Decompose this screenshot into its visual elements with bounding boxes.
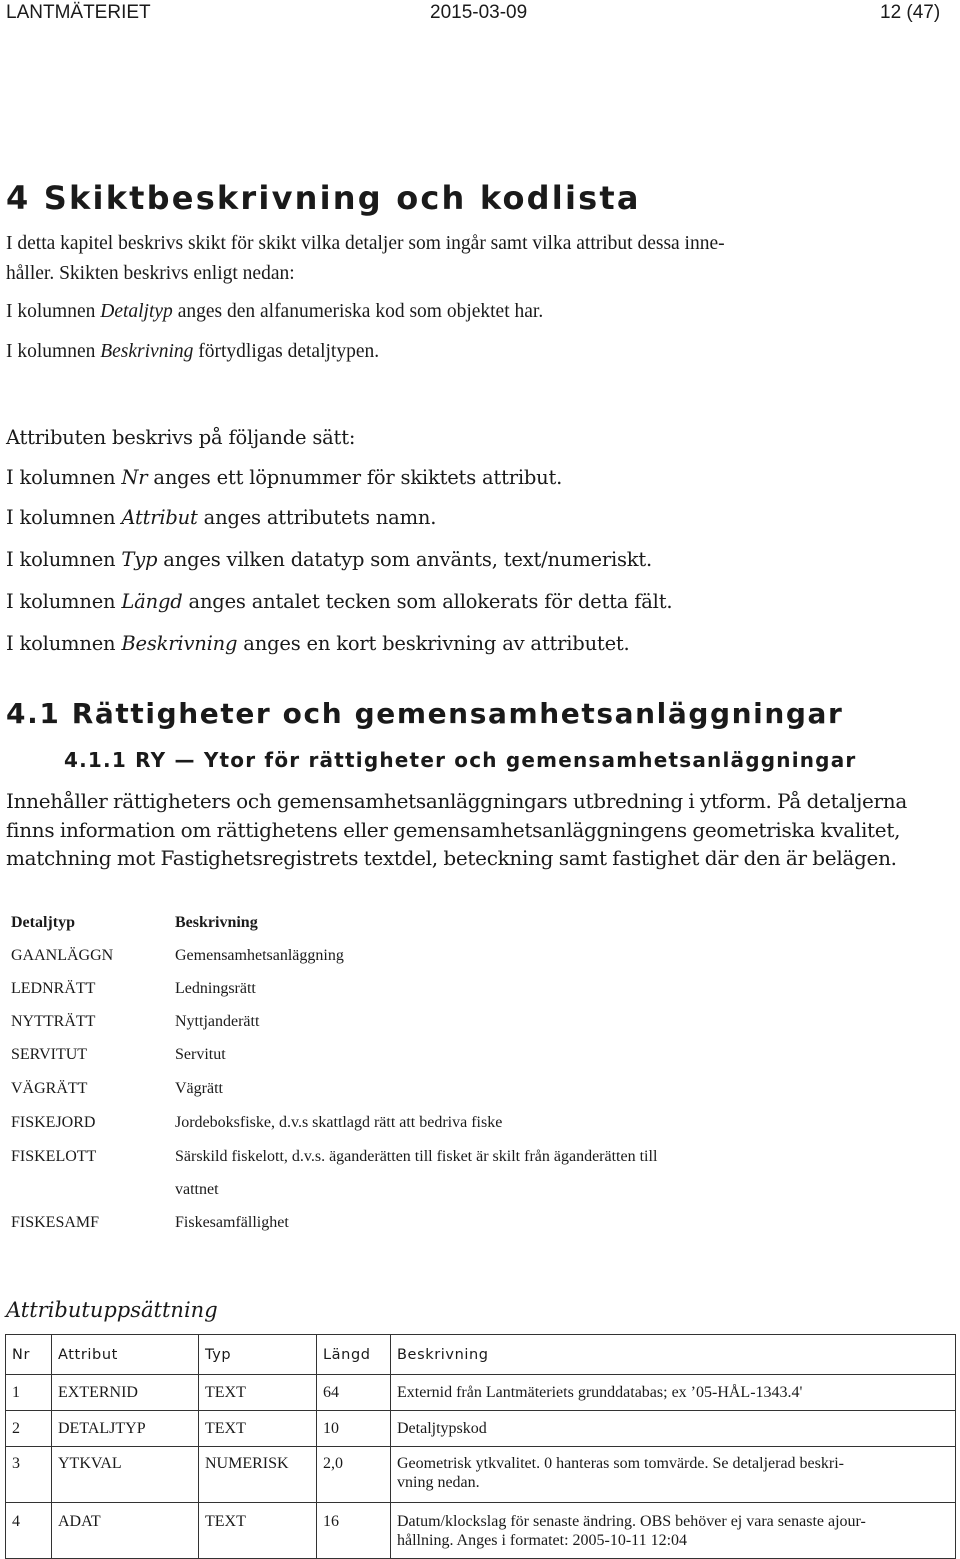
attr-name: ADAT [52, 1503, 199, 1559]
code-type: NYTTRÄTT [11, 1013, 96, 1030]
attr-desc-line: Datum/klockslag för senaste ändring. OBS behöver ej vara senaste ajour- [397, 1513, 866, 1530]
attr-type: TEXT [199, 1411, 317, 1447]
attr-intro-item [6, 548, 652, 571]
intro-line-3 [6, 301, 543, 323]
attr-type: TEXT [199, 1503, 317, 1559]
emphasis: Längd [121, 590, 183, 613]
header-page-number: 12 (47) [880, 2, 941, 23]
text: anges ett löpnummer för skiktets attribut. [147, 466, 563, 489]
code-type: FISKELOTT [11, 1148, 97, 1165]
code-desc: Gemensamhetsanläggning [175, 947, 344, 964]
attr-intro-item [6, 506, 436, 529]
attr-table-title: Attributuppsättning [6, 1298, 218, 1322]
table-row [6, 1447, 956, 1503]
code-type: LEDNRÄTT [11, 980, 96, 997]
layer-description: Innehåller rättigheters och gemensamhetsanläggningars utbredning i ytform. På detaljerna finns information om rättighetens eller gemensamhetsanläggningens geometriska kvalitet, matchning mot Fastighetsregistrets textdel, beteckning samt fastighet där den är belägen. [6, 789, 907, 870]
attr-header-nr: Nr [6, 1335, 52, 1375]
attr-header-attribut: Attribut [52, 1335, 199, 1375]
text: I kolumnen [6, 466, 122, 489]
attr-desc-line: vning nedan. [397, 1474, 480, 1491]
intro-line-2: håller. Skikten beskrivs enligt nedan: [6, 263, 295, 284]
attr-desc: Detaljtypskod [391, 1411, 956, 1447]
table-row [6, 1411, 956, 1447]
section-title: 4 Skiktbeskrivning och kodlista [6, 179, 641, 217]
attr-desc-line: hållning. Anges i formatet: 2005-10-11 12:04 [397, 1532, 688, 1549]
code-desc: Vägrätt [175, 1080, 223, 1097]
attr-desc [391, 1447, 956, 1503]
text: anges en kort beskrivning av attributet. [237, 632, 630, 655]
text: I kolumnen [6, 506, 122, 529]
emphasis: Beskrivning [100, 341, 194, 362]
attr-header-langd: Längd [317, 1335, 391, 1375]
code-desc: Jordeboksfiske, d.v.s skattlagd rätt att bedriva fiske [175, 1114, 503, 1131]
emphasis: Nr [121, 466, 148, 489]
code-type: FISKEJORD [11, 1114, 96, 1131]
attr-intro-item [6, 466, 562, 489]
emphasis: Detaljtyp [100, 301, 173, 322]
code-table-header-desc: Beskrivning [175, 914, 258, 931]
code-type: FISKESAMF [11, 1214, 100, 1231]
attr-table [5, 1334, 956, 1559]
text: I kolumnen [6, 590, 122, 613]
text: anges antalet tecken som allokerats för detta fält. [182, 590, 673, 613]
text: förtydligas detaljtypen. [193, 341, 380, 362]
code-desc: Särskild fiskelott, d.v.s. äganderätten till fisket är skilt från äganderätten till [175, 1148, 658, 1165]
text: anges den alfanumeriska kod som objektet har. [172, 301, 544, 322]
attr-type: NUMERISK [199, 1447, 317, 1503]
subsection-title: 4.1 Rättigheter och gemensamhetsanläggningar [6, 697, 844, 730]
text: anges attributets namn. [197, 506, 437, 529]
code-desc: Nyttjanderätt [175, 1013, 260, 1030]
attr-length: 10 [317, 1411, 391, 1447]
code-table-header-type: Detaljtyp [11, 914, 75, 931]
attr-length: 2,0 [317, 1447, 391, 1503]
intro-line-4 [6, 341, 379, 363]
table-row [6, 1375, 956, 1411]
intro-line-1: I detta kapitel beskrivs skikt för skikt vilka detaljer som ingår samt vilka attribut dessa inne- [6, 233, 725, 254]
subsubsection-title: 4.1.1 RY — Ytor för rättigheter och gemensamhetsanläggningar [64, 748, 857, 772]
code-desc: Ledningsrätt [175, 980, 256, 997]
attr-desc [391, 1503, 956, 1559]
code-type: GAANLÄGGN [11, 947, 114, 964]
attr-table-header-row [6, 1335, 956, 1375]
code-desc-continued: vattnet [175, 1181, 219, 1198]
code-desc: Servitut [175, 1046, 226, 1063]
attr-nr: 3 [6, 1447, 52, 1503]
emphasis: Beskrivning [121, 632, 238, 655]
attr-desc: Externid från Lantmäteriets grunddatabas; ex ’05-HÅL-1343.4' [391, 1375, 956, 1411]
attr-nr: 4 [6, 1503, 52, 1559]
attr-header-beskrivning: Beskrivning [391, 1335, 956, 1375]
attr-name: DETALJTYP [52, 1411, 199, 1447]
code-type: SERVITUT [11, 1046, 88, 1063]
attr-length: 16 [317, 1503, 391, 1559]
attr-intro-item [6, 590, 672, 613]
attr-header-typ: Typ [199, 1335, 317, 1375]
attr-nr: 2 [6, 1411, 52, 1447]
text: anges vilken datatyp som använts, text/numeriskt. [157, 548, 653, 571]
attr-name: EXTERNID [52, 1375, 199, 1411]
attr-length: 64 [317, 1375, 391, 1411]
header-date: 2015-03-09 [430, 2, 528, 23]
code-desc: Fiskesamfällighet [175, 1214, 289, 1231]
attr-intro-heading: Attributen beskrivs på följande sätt: [6, 426, 356, 449]
emphasis: Typ [121, 548, 158, 571]
emphasis: Attribut [121, 506, 198, 529]
text: I kolumnen [6, 548, 122, 571]
attr-type: TEXT [199, 1375, 317, 1411]
attr-intro-item [6, 632, 630, 655]
text: I kolumnen [6, 301, 101, 322]
table-row [6, 1503, 956, 1559]
attr-name: YTKVAL [52, 1447, 199, 1503]
text: I kolumnen [6, 341, 101, 362]
code-type: VÄGRÄTT [11, 1080, 88, 1097]
text: I kolumnen [6, 632, 122, 655]
attr-nr: 1 [6, 1375, 52, 1411]
attr-desc-line: Geometrisk ytkvalitet. 0 hanteras som tomvärde. Se detaljerad beskri- [397, 1455, 844, 1472]
header-org: LANTMÄTERIET [6, 2, 151, 23]
